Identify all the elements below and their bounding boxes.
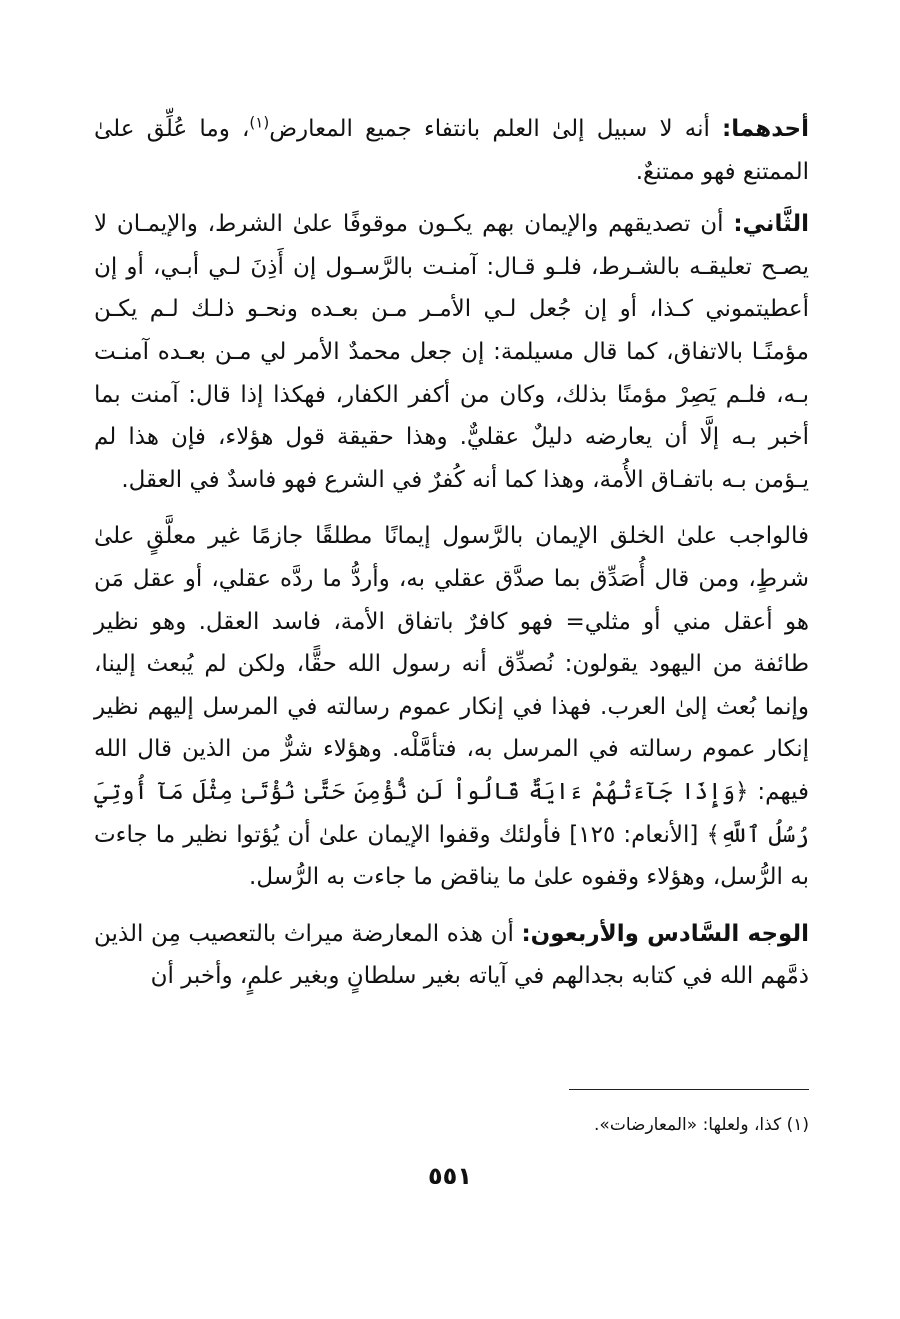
quran-verse: ﴿وَإِذَا جَآءَتْهُمْ ءَايَةٌ قَالُواْ لَن نُّؤْمِنَ حَتَّىٰ نُؤْتَىٰ مِثْلَ مَآ أُوتِيَ رُسُلُ ٱللَّهِ﴾ <box>94 778 809 848</box>
paragraph-4-text: أن هذه المعارضة ميراث بالتعصيب مِن الذين ذمَّهم الله في كتابه بجدالهم في آياته بغير سلطانٍ وبغير علمٍ، وأخبر أن <box>94 920 809 990</box>
page-number: ٥٥١ <box>428 1162 472 1190</box>
paragraph-1-text: أنه لا سبيل إلىٰ العلم بانتفاء جميع المعارض <box>269 116 723 142</box>
paragraph-1-text-continued: ، وما عُلِّق علىٰ الممتنع فهو ممتنعٌ. <box>94 116 809 185</box>
page-body <box>94 108 809 1012</box>
footnote: (١) كذا، ولعلها: «المعارضات». <box>594 1115 809 1135</box>
footnote-divider <box>569 1089 809 1090</box>
paragraph-4 <box>94 913 809 998</box>
paragraph-3-text: فالواجب علىٰ الخلق الإيمان بالرَّسول إيمانًا مطلقًا جازمًا غير معلَّقٍ علىٰ شرطٍ، ومن قال أُصَدِّق بما صدَّق عقلي به، وأردُّ ما ردَّه عقلي، أو عقل مَن هو أعقل مني أو مثلي= فهو كافرٌ باتفاق الأمة، فاسد العقل. وهو نظير طائفة من اليهود يقولون: نُصدِّق أنه رسول الله حقًّا، ولكن لم يُبعث إلينا، وإنما بُعث إلىٰ العرب. فهذا في إنكار عموم رسالته في المرسل إليهم نظير إنكار عموم رسالته في المرسل به، فتأمَّلْه. وهؤلاء شرٌّ من الذين قال الله فيهم: <box>94 523 809 805</box>
paragraph-2 <box>94 203 809 501</box>
paragraph-2-lead: الثَّاني: <box>733 211 809 238</box>
paragraph-1 <box>94 108 809 193</box>
paragraph-3-text-continued: [الأنعام: ١٢٥] فأولئك وقفوا الإيمان علىٰ أن يُؤتوا نظير ما جاءت به الرُّسل، وهؤلاء وقفوه علىٰ ما يناقض ما جاءت به الرُّسل. <box>94 821 809 891</box>
paragraph-4-lead: الوجه السَّادس والأربعون: <box>521 920 809 947</box>
paragraph-1-lead: أحدهما: <box>722 116 809 142</box>
paragraph-2-text: أن تصديقهم والإيمان بهم يكـون موقوفًا علىٰ الشرط، والإيمـان لا يصـح تعليقـه بالشـرط، فلـو قـال: آمنـت بالرَّسـول إن أَذِنَ لـي أبـي، أو إن أعطيتموني كـذا، أو إن جُعل لـي الأمـر مـن بعـده ونحـو ذلـك لـم يكـن مؤمنًـا بالاتفاق، كما قال مسيلمة: إن جعل محمدٌ الأمر لي مـن بعـده آمنـت بـه، فلـم يَصِرْ مؤمنًا بذلك، وكان من أكفر الكفار، فهكذا إذا قال: آمنت بما أخبر بـه إلَّا أن يعارضه دليلٌ عقليٌّ. وهذا حقيقة قول هؤلاء، فإن هذا لم يـؤمن بـه باتفـاق الأُمة، وهذا كما أنه كُفرٌ في الشرع فهو فاسدٌ في العقل. <box>94 211 809 493</box>
footnote-reference[interactable]: (١) <box>249 113 270 132</box>
paragraph-3 <box>94 515 809 898</box>
